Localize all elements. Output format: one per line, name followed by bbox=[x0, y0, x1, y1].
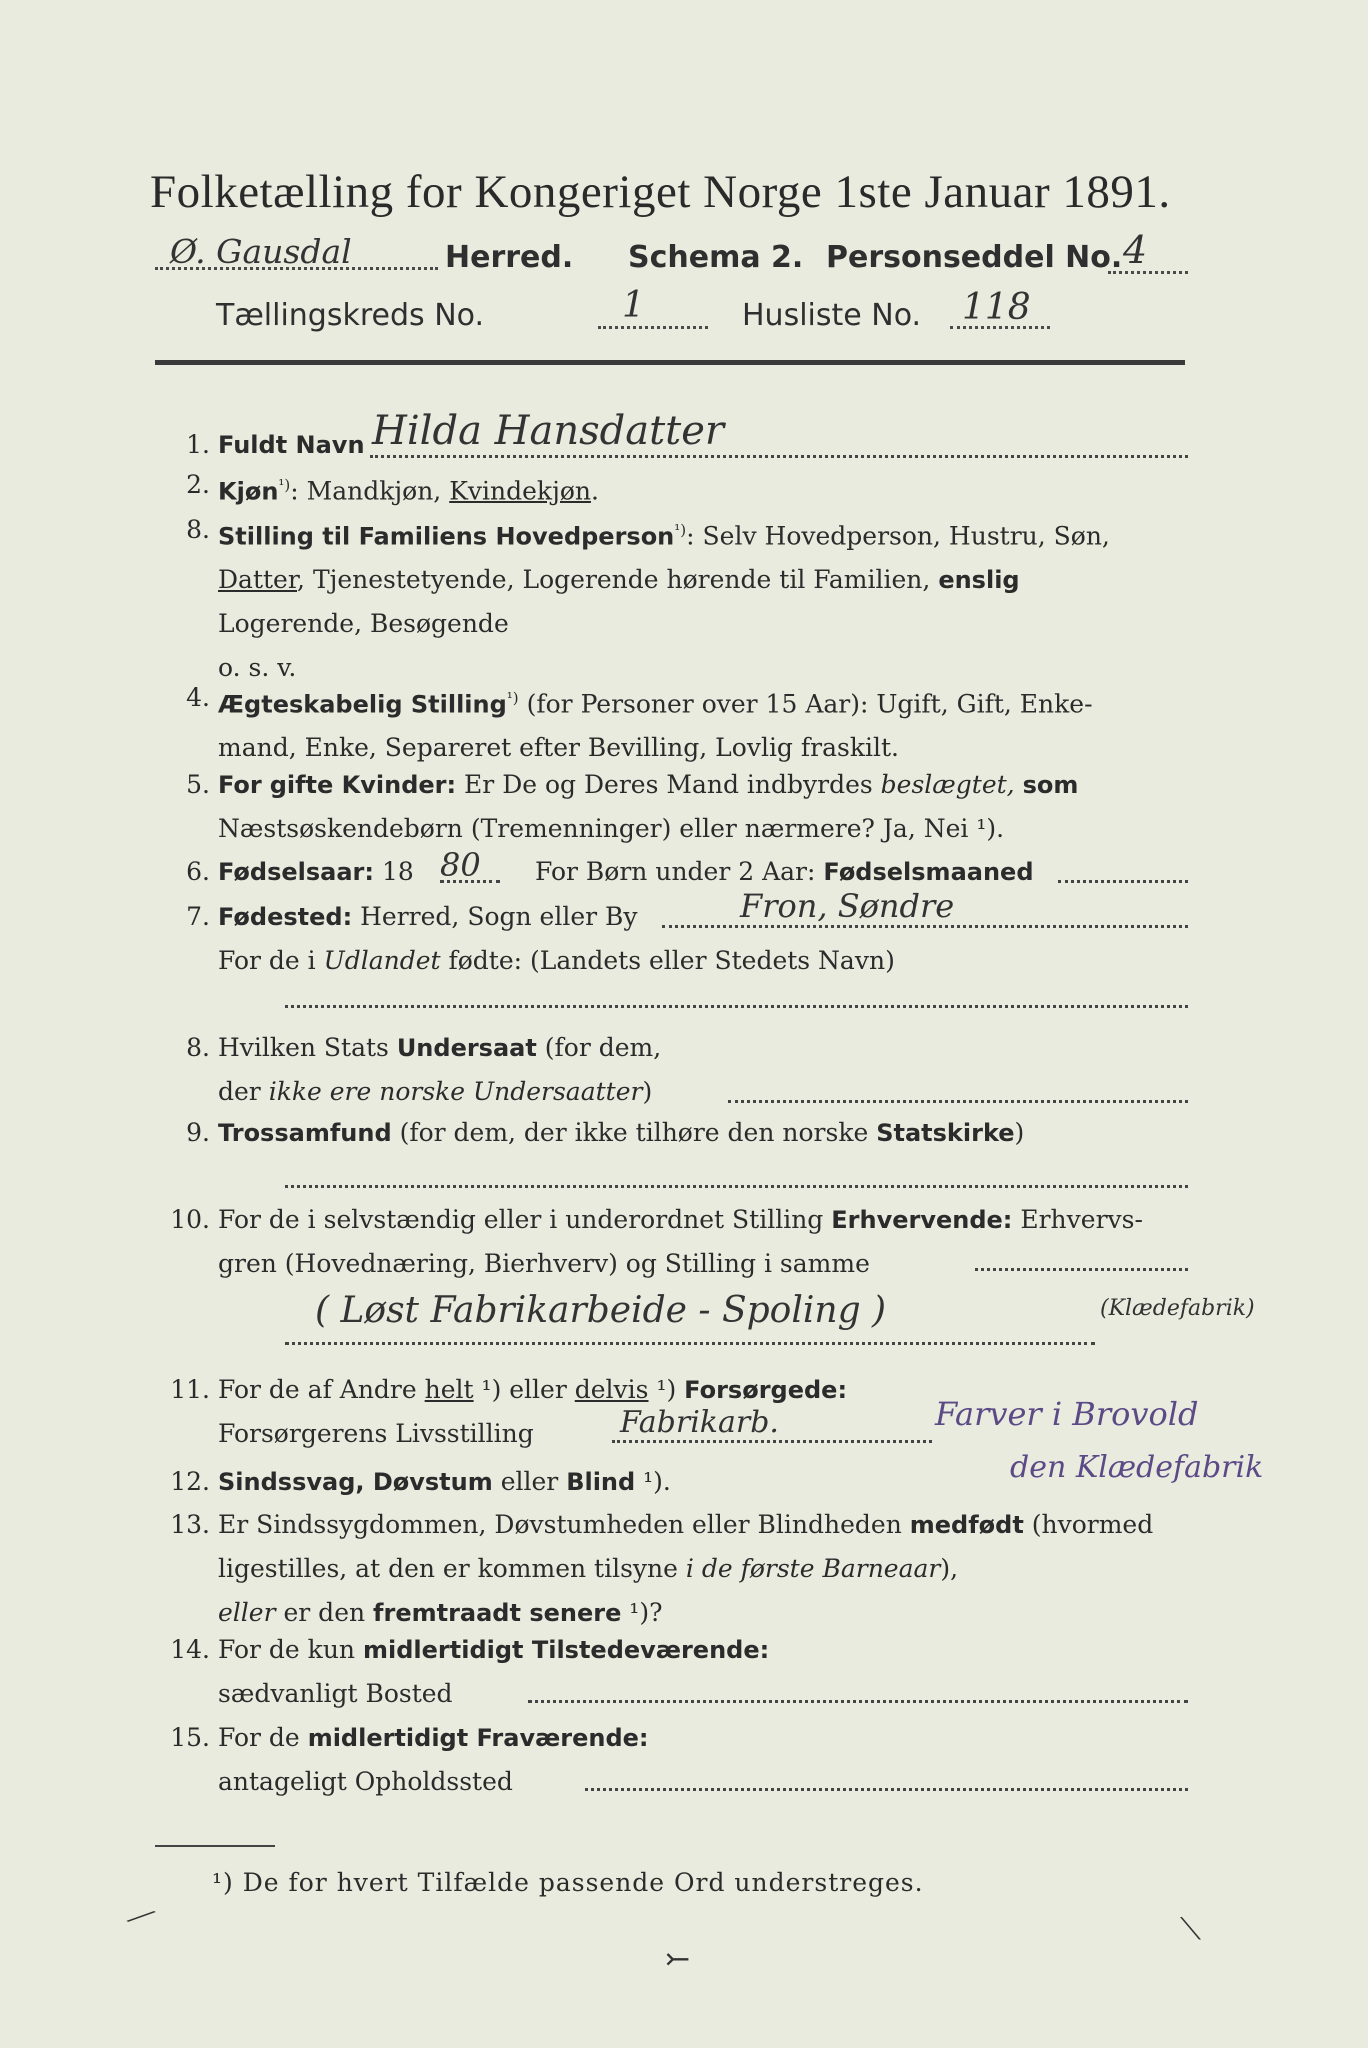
question-text: ) bbox=[642, 1077, 653, 1106]
question-text-bold: Erhvervende: bbox=[831, 1206, 1013, 1234]
question-number: 6. bbox=[186, 857, 210, 886]
question-text-bold: midlertidigt Fraværende: bbox=[307, 1724, 649, 1752]
question-text: (for Personer over 15 Aar): Ugift, Gift, Enke- bbox=[518, 689, 1093, 719]
question-text: For de i bbox=[218, 946, 324, 975]
abode-fill bbox=[585, 1788, 1188, 1791]
question-text-italic: beslægtet, bbox=[880, 770, 1015, 799]
husliste-value: 118 bbox=[962, 287, 1031, 328]
question-number: 5. bbox=[186, 770, 210, 799]
question-text: For de kun bbox=[218, 1635, 363, 1664]
question-label: Stilling til Familiens Hovedperson bbox=[218, 522, 675, 551]
question-text: antageligt Opholdssted bbox=[218, 1767, 513, 1796]
question-text: Forsørgerens Livsstilling bbox=[218, 1419, 534, 1448]
question-text: : Selv Hovedperson, Hustru, Søn, bbox=[686, 521, 1110, 551]
provider-occupation-purple-2: den Klædefabrik bbox=[1010, 1450, 1264, 1485]
question-text: For de af Andre bbox=[218, 1375, 425, 1404]
question-text: ), bbox=[940, 1554, 959, 1583]
full-name-value: Hilda Hansdatter bbox=[372, 408, 725, 454]
footnote-rule bbox=[155, 1845, 275, 1847]
footnote-ref: ¹) bbox=[674, 521, 687, 539]
question-text-bold: Fødselsmaaned bbox=[823, 858, 1034, 886]
question-text: Er Sindssygdommen, Døvstumheden eller Blindheden bbox=[218, 1510, 910, 1539]
question-label: gifte Kvinder: bbox=[269, 771, 457, 799]
question-text: eller bbox=[492, 1467, 567, 1496]
question-number: 11. bbox=[170, 1375, 210, 1404]
personseddel-fill-line bbox=[1108, 271, 1188, 274]
residence-fill bbox=[528, 1700, 1188, 1703]
gender-selected: Kvindekjøn bbox=[449, 476, 591, 506]
question-number: 14. bbox=[170, 1635, 210, 1664]
birth-month-fill bbox=[1058, 880, 1188, 883]
question-number: 4. bbox=[186, 683, 210, 712]
question-text: mand, Enke, Separeret efter Bevilling, Lovlig fraskilt. bbox=[218, 733, 899, 763]
occupation-note: (Klædefabrik) bbox=[1100, 1296, 1255, 1321]
question-number: 15. bbox=[170, 1723, 210, 1752]
stray-mark: ⟍ bbox=[1180, 1912, 1201, 1947]
position-selected: Datter bbox=[218, 565, 298, 595]
question-number: 10. bbox=[170, 1205, 210, 1234]
question-number: 1. bbox=[186, 430, 210, 459]
question-text-bold: fremtraadt senere bbox=[373, 1599, 622, 1627]
birth-year-fill bbox=[440, 880, 500, 883]
question-text: , Tjenestetyende, Logerende hørende til Familien, bbox=[297, 565, 931, 595]
question-text: Næstsøskendebørn (Tremenninger) eller nærmere? Ja, Nei ¹). bbox=[218, 814, 1005, 843]
question-text: Er De og Deres Mand indbyrdes bbox=[456, 770, 881, 799]
birthplace-fill bbox=[662, 925, 1188, 928]
question-label: Fuldt Navn bbox=[218, 431, 365, 459]
question-number: 2. bbox=[186, 470, 210, 499]
stray-mark: ⤚ bbox=[665, 1942, 691, 1977]
stray-mark: ⟋ bbox=[122, 1897, 159, 1938]
question-number: 13. bbox=[170, 1510, 210, 1539]
question-text: er den bbox=[275, 1598, 374, 1627]
question-number: 8. bbox=[186, 1033, 210, 1062]
birthplace-value: Fron, Søndre bbox=[740, 887, 955, 925]
question-text-italic: i de første Barneaar bbox=[685, 1554, 941, 1583]
question-label: Kjøn bbox=[218, 477, 279, 506]
personseddel-value: 4 bbox=[1123, 228, 1148, 272]
provider-fill bbox=[612, 1440, 932, 1443]
question-text: ¹). bbox=[635, 1467, 671, 1496]
herred-value: Ø. Gausdal bbox=[170, 232, 352, 271]
provider-occupation-purple: Farver i Brovold bbox=[935, 1395, 1199, 1433]
question-text-bold: Statskirke bbox=[876, 1119, 1015, 1147]
question-number: 9. bbox=[186, 1118, 210, 1147]
question-text-bold: Forsørgede: bbox=[684, 1376, 848, 1404]
question-text-bold: medfødt bbox=[909, 1511, 1024, 1539]
question-text: For de bbox=[218, 1723, 308, 1752]
birth-year-prefix: 18 bbox=[381, 857, 414, 886]
question-text: ¹) bbox=[648, 1375, 685, 1404]
question-label: Trossamfund bbox=[218, 1119, 392, 1147]
question-text: (for dem, der ikke tilhøre den norske bbox=[391, 1118, 877, 1147]
question-text-bold: enslig bbox=[938, 566, 1020, 595]
herred-label: Herred. bbox=[445, 240, 574, 275]
provider-occupation: Fabrikarb. bbox=[620, 1405, 779, 1440]
husliste-fill-line bbox=[950, 326, 1050, 329]
question-number: 8. bbox=[186, 515, 210, 544]
question-label: Fødselsaar: bbox=[218, 858, 374, 886]
occupation-fill-2 bbox=[285, 1342, 1095, 1345]
question-text: ¹) eller bbox=[473, 1375, 575, 1404]
question-text: der bbox=[218, 1077, 269, 1106]
question-text: Erhvervs- bbox=[1012, 1205, 1143, 1234]
schema-label: Schema 2. bbox=[628, 240, 804, 275]
question-text: o. s. v. bbox=[218, 653, 297, 683]
question-text: (hvormed bbox=[1023, 1510, 1154, 1539]
taellingskreds-value: 1 bbox=[622, 285, 645, 326]
question-text-italic: ikke ere norske Undersaatter bbox=[268, 1077, 643, 1106]
question-text: ligestilles, at den er kommen tilsyne bbox=[218, 1554, 686, 1583]
supported-partly: delvis bbox=[574, 1375, 649, 1404]
question-label: Blind bbox=[566, 1468, 636, 1496]
question-text-bold: Undersaat bbox=[396, 1034, 537, 1062]
question-text-bold: som bbox=[1022, 771, 1079, 799]
question-text: ) bbox=[1014, 1118, 1025, 1147]
question-text: (for dem, bbox=[536, 1033, 662, 1062]
question-text: Hvilken Stats bbox=[218, 1033, 397, 1062]
question-text: sædvanligt Bosted bbox=[218, 1679, 453, 1708]
occupation-fill-1 bbox=[975, 1268, 1188, 1271]
footnote: ¹) De for hvert Tilfælde passende Ord understreges. bbox=[212, 1868, 924, 1897]
footnote-ref: ¹) bbox=[506, 689, 519, 707]
question-text: gren (Hovednæring, Bierhverv) og Stilling i samme bbox=[218, 1249, 870, 1278]
personseddel-label: Personseddel No. bbox=[826, 240, 1123, 275]
question-text-italic: eller bbox=[218, 1598, 276, 1627]
form-title: Folketælling for Kongeriget Norge 1ste Januar 1891. bbox=[150, 166, 1171, 218]
question-text: ¹)? bbox=[621, 1598, 663, 1627]
footnote-ref: ¹) bbox=[278, 476, 291, 494]
supported-wholly: helt bbox=[424, 1375, 474, 1404]
question-text-bold: midlertidigt Tilstedeværende: bbox=[362, 1636, 770, 1664]
taellingskreds-label: Tællingskreds No. bbox=[216, 298, 484, 333]
question-label: Ægteskabelig Stilling bbox=[218, 690, 507, 719]
gender-options-end: . bbox=[590, 476, 599, 506]
question-text: Logerende, Besøgende bbox=[218, 609, 509, 639]
gender-options-a: : Mandkjøn, bbox=[290, 476, 450, 506]
taellingskreds-fill-line bbox=[598, 326, 708, 329]
question-label: For bbox=[218, 771, 262, 799]
question-text: fødte: (Landets eller Stedets Navn) bbox=[440, 946, 895, 975]
citizenship-fill bbox=[728, 1100, 1188, 1103]
question-text: For Børn under 2 Aar: bbox=[535, 857, 816, 886]
question-number: 12. bbox=[170, 1467, 210, 1496]
question-label: Sindssvag, Døvstum bbox=[218, 1468, 493, 1496]
question-text-italic: Udlandet bbox=[323, 946, 441, 975]
question-label: Fødested: bbox=[218, 903, 353, 931]
name-fill-line bbox=[370, 455, 1188, 458]
abroad-fill bbox=[285, 1005, 1188, 1008]
occupation-value: ( Løst Fabrikarbeide - Spoling ) bbox=[315, 1290, 887, 1331]
question-text: Herred, Sogn eller By bbox=[352, 902, 638, 931]
question-text: For de i selvstændig eller i underordnet Stilling bbox=[218, 1205, 832, 1234]
religion-fill bbox=[285, 1185, 1188, 1188]
question-number: 7. bbox=[186, 902, 210, 931]
birth-year-value: 80 bbox=[440, 846, 481, 884]
husliste-label: Husliste No. bbox=[742, 298, 922, 333]
header-rule bbox=[155, 360, 1185, 365]
